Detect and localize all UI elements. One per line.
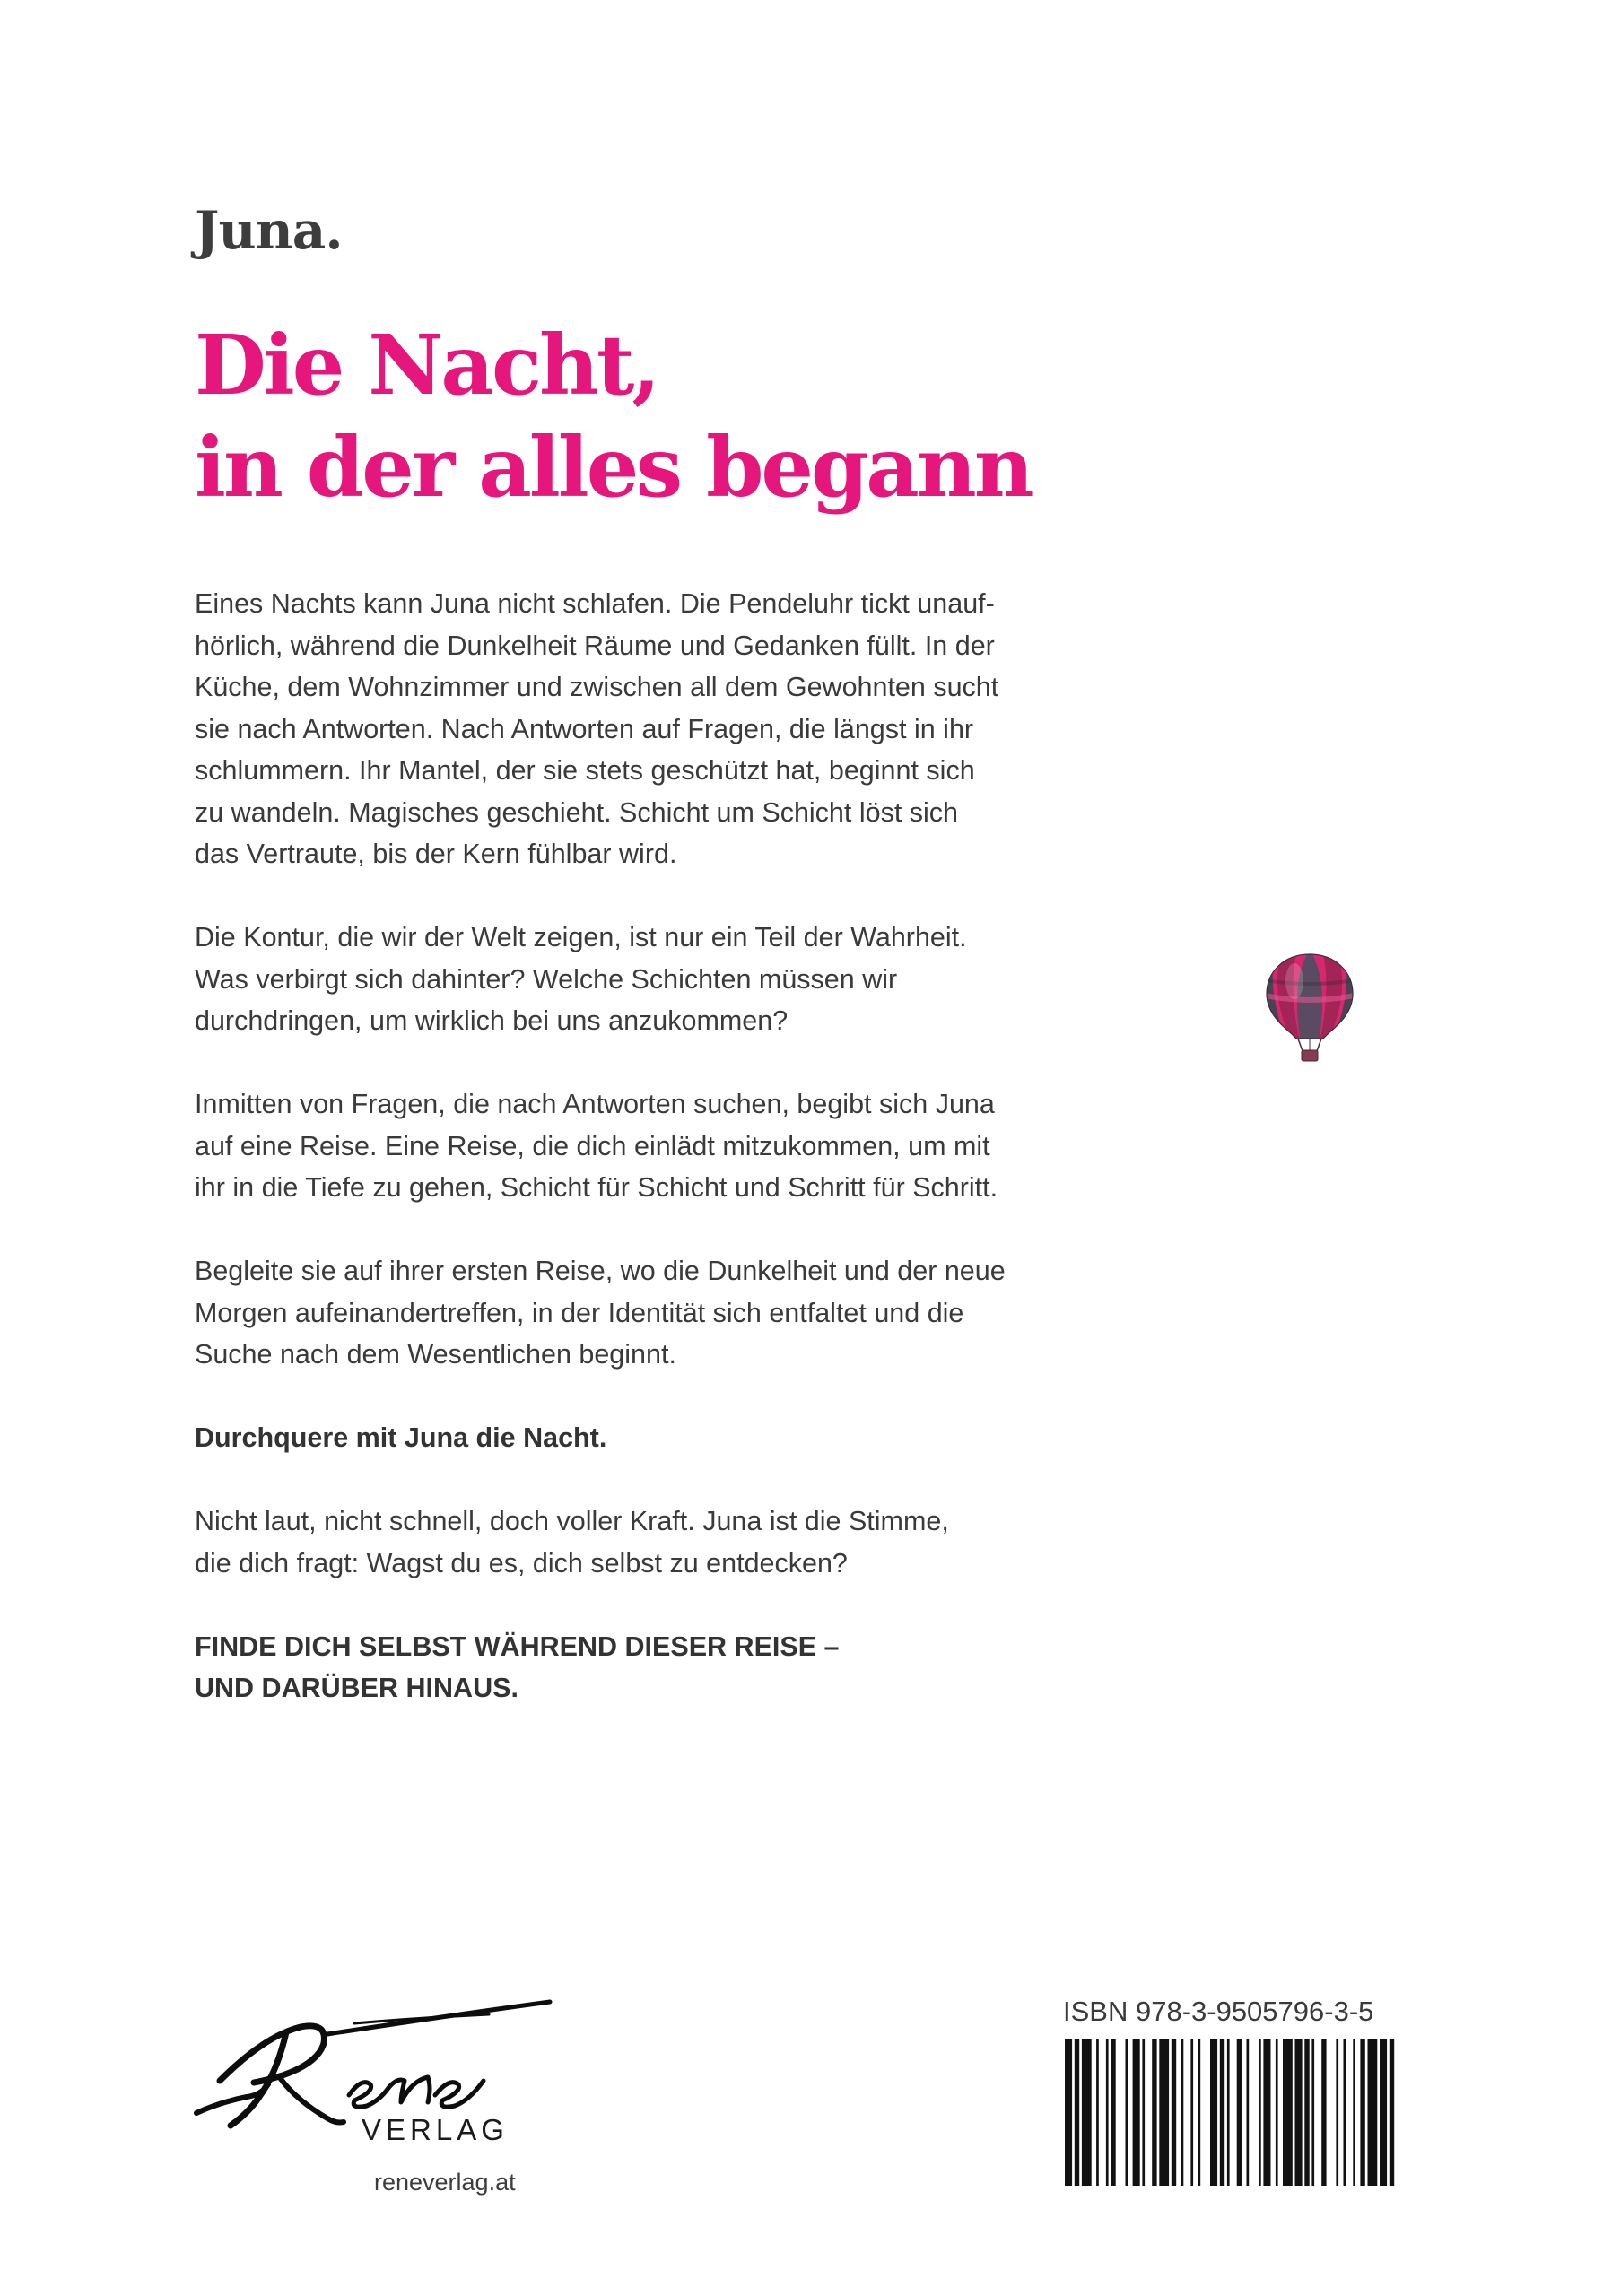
blurb-line: die dich fragt: Wagst du es, dich selbst zu entdecken?: [195, 1547, 848, 1578]
blurb-line: Inmitten von Fragen, die nach Antworten suchen, begibt sich Juna: [195, 1089, 995, 1119]
blurb-line: Begleite sie auf ihrer ersten Reise, wo die Dunkelheit und der neue: [195, 1256, 1006, 1286]
isbn-block: [1063, 1996, 1413, 2188]
blurb-line: Nicht laut, nicht schnell, doch voller Kraft. Juna ist die Stimme,: [195, 1506, 949, 1536]
blurb-line: sie nach Antworten. Nach Antworten auf Fragen, die längst in ihr: [195, 713, 974, 744]
barcode-bar: [1263, 2039, 1270, 2186]
publisher-block: [193, 1991, 570, 2197]
barcode-bar: [1152, 2039, 1156, 2186]
barcode-bar: [1126, 2039, 1128, 2186]
blurb-line: schlummern. Ihr Mantel, der sie stets geschützt hat, beginnt sich: [195, 755, 975, 786]
blurb: [195, 583, 1119, 1751]
barcode-bar: [1133, 2039, 1140, 2186]
blurb-line: FINDE DICH SELBST WÄHREND DIESER REISE –: [195, 1631, 840, 1662]
barcode-bar: [1321, 2039, 1326, 2186]
barcode-bar: [1336, 2039, 1338, 2186]
barcode-bar: [1390, 2039, 1394, 2186]
publisher-url: reneverlag.at: [374, 2169, 516, 2196]
blurb-line: Durchquere mit Juna die Nacht.: [195, 1422, 607, 1453]
blurb-line: hörlich, während die Dunkelheit Räume und Gedanken füllt. In der: [195, 630, 995, 661]
barcode-bar: [1172, 2039, 1176, 2186]
blurb-tagline: [195, 1417, 1119, 1459]
barcode-bar: [1380, 2039, 1387, 2186]
blurb-line: Die Kontur, die wir der Welt zeigen, ist nur ein Teil der Wahrheit.: [195, 922, 967, 952]
barcode-bar: [1259, 2039, 1261, 2186]
barcode-bar: [1283, 2039, 1293, 2186]
blurb-paragraph-3: [195, 1083, 1119, 1209]
barcode-bar: [1210, 2039, 1217, 2186]
blurb-line: Eines Nachts kann Juna nicht schlafen. Die Pendeluhr tickt unauf-: [195, 588, 995, 619]
blurb-line: Küche, dem Wohnzimmer und zwischen all dem Gewohnten sucht: [195, 672, 999, 702]
blurb-paragraph-6: [195, 1500, 1119, 1584]
barcode-bar: [1075, 2039, 1079, 2186]
blurb-line: ihr in die Tiefe zu gehen, Schicht für Schicht und Schritt für Schritt.: [195, 1172, 998, 1203]
series-title: Juna.: [195, 200, 343, 261]
blurb-line: UND DARÜBER HINAUS.: [195, 1673, 518, 1703]
isbn-label: ISBN 978-3-9505796-3-5: [1063, 1996, 1374, 2027]
barcode-bar: [1142, 2039, 1145, 2186]
blurb-line: Suche nach dem Wesentlichen beginnt.: [195, 1339, 676, 1370]
barcode-bar: [1096, 2039, 1099, 2186]
barcode-bar: [1304, 2039, 1309, 2186]
barcode-bar: [1190, 2039, 1193, 2186]
barcode-bar: [1082, 2039, 1092, 2186]
hot-air-balloon-icon: [1260, 951, 1359, 1065]
barcode-bar: [1159, 2039, 1169, 2186]
barcode-bar: [1106, 2039, 1109, 2186]
blurb-line: auf eine Reise. Eine Reise, die dich einlädt mitzukommen, um mit: [195, 1130, 990, 1161]
blurb-line: das Vertraute, bis der Kern fühlbar wird.: [195, 839, 677, 869]
barcode-bar: [1353, 2039, 1355, 2186]
book-title-line-2: in der alles begann: [195, 419, 1032, 516]
barcode-bar: [1360, 2039, 1364, 2186]
barcode-bar: [1237, 2039, 1242, 2186]
blurb-line: zu wandeln. Magisches geschieht. Schicht um Schicht löst sich: [195, 796, 959, 828]
barcode-bar: [1220, 2039, 1224, 2186]
blurb-closing-call: [195, 1626, 1119, 1709]
blurb-line: Morgen aufeinandertreffen, in der Identität sich entfaltet und die: [195, 1297, 964, 1328]
barcode-bar: [1198, 2039, 1201, 2186]
blurb-line: Was verbirgt sich dahinter? Welche Schichten müssen wir: [195, 963, 898, 995]
blurb-paragraph-4: [195, 1250, 1119, 1376]
barcode-bar: [1311, 2039, 1314, 2186]
book-title: [195, 314, 1032, 518]
blurb-paragraph-1: [195, 583, 1119, 875]
barcode-bar: [1276, 2039, 1278, 2186]
publisher-imprint: VERLAG: [362, 2113, 509, 2146]
blurb-line: durchdringen, um wirklich bei uns anzukommen?: [195, 1005, 789, 1036]
barcode-icon: [1063, 2039, 1409, 2186]
barcode-bar: [1247, 2039, 1250, 2186]
barcode-bar: [1227, 2039, 1230, 2186]
blurb-paragraph-2: [195, 917, 1119, 1042]
barcode-bar: [1111, 2039, 1115, 2186]
barcode-bar: [1065, 2039, 1072, 2186]
barcode-bar: [1295, 2039, 1303, 2186]
barcode-bar: [1368, 2039, 1378, 2186]
barcode-bar: [1344, 2039, 1346, 2186]
book-title-line-1: Die Nacht,: [195, 317, 658, 413]
barcode-bar: [1181, 2039, 1184, 2186]
